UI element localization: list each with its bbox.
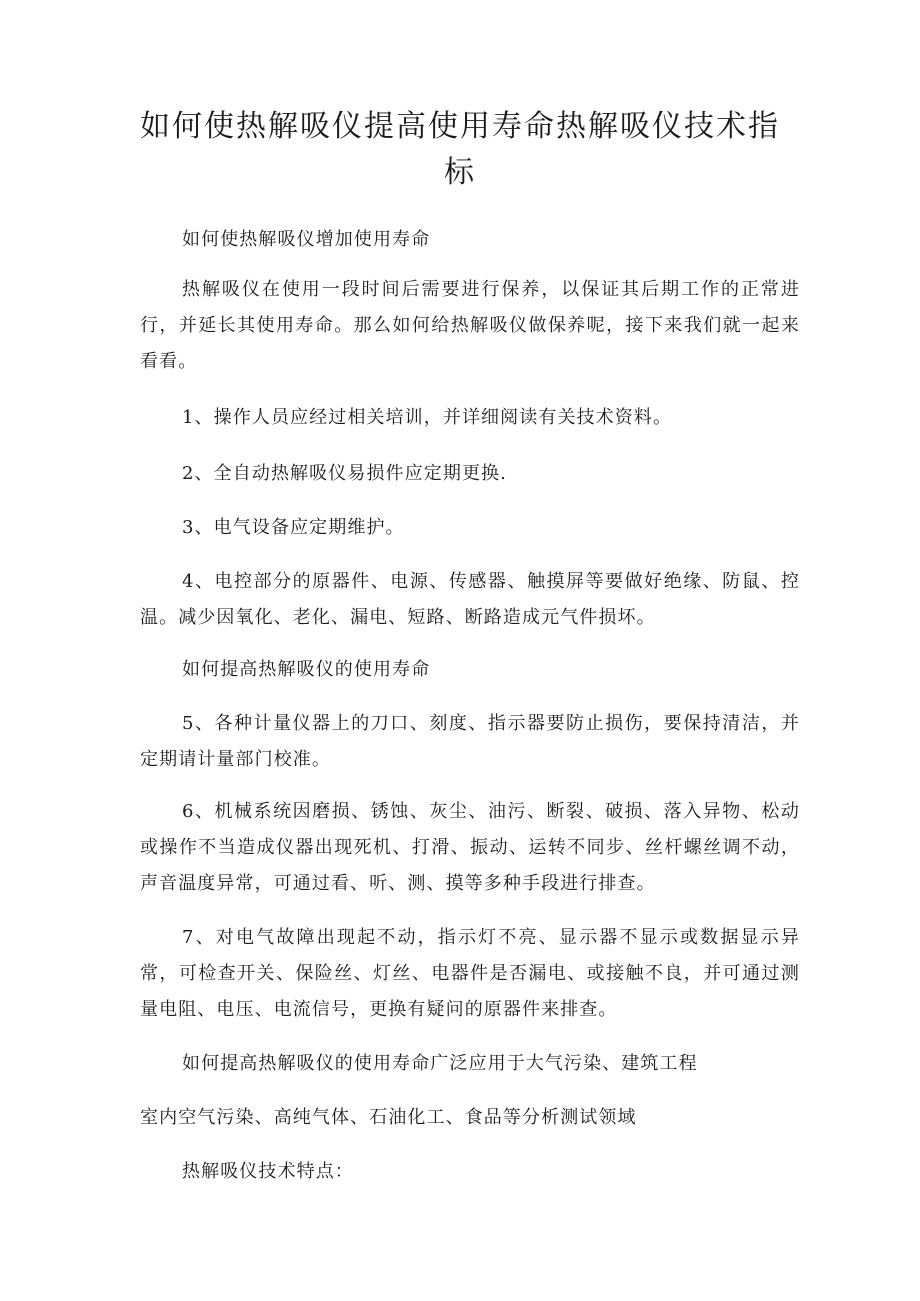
list-item-3: 3、电气设备应定期维护。 <box>182 517 405 538</box>
list-item-7: 7、对电气故障出现起不动，指示灯不亮、显示器不显示或数据显示异常，可检查开关、保险丝、灯丝、电器件是否漏电、或接触不良，并可通过测量电阻、电压、电流信号，更换有疑问的原器件来排查。 <box>140 927 800 1020</box>
applications-line-2: 室内空气污染、高纯气体、石油化工、食品等分析测试领域 <box>140 1107 637 1128</box>
list-item-5: 5、各种计量仪器上的刀口、刻度、指示器要防止损伤，要保持清洁，并定期请计量部门校准。 <box>140 713 800 770</box>
list-item-1: 1、操作人员应经过相关培训，并详细阅读有关技术资料。 <box>182 407 673 428</box>
document-title: 如何使热解吸仪提高使用寿命热解吸仪技术指标 <box>140 109 780 190</box>
list-item-4: 4、电控部分的原器件、电源、传感器、触摸屏等要做好绝缘、防鼠、控温。减少因氧化、老化、漏电、短路、断路造成元气件损坏。 <box>140 571 800 628</box>
section-heading-improve-lifespan: 如何提高热解吸仪的使用寿命 <box>182 659 431 680</box>
section-heading-features: 热解吸仪技术特点： <box>182 1161 354 1182</box>
applications-line-1: 如何提高热解吸仪的使用寿命广泛应用于大气污染、建筑工程 <box>182 1053 698 1074</box>
list-item-6: 6、机械系统因磨损、锈蚀、灰尘、油污、断裂、破损、落入异物、松动或操作不当造成仪器出现死机、打滑、振动、运转不同步、丝杆螺丝调不动，声音温度异常，可通过看、听、测、摸等多种手段进行排查。 <box>140 801 800 894</box>
list-item-2: 2、全自动热解吸仪易损件应定期更换. <box>182 463 507 484</box>
section-heading-increase-lifespan: 如何使热解吸仪增加使用寿命 <box>182 229 431 250</box>
intro-paragraph: 热解吸仪在使用一段时间后需要进行保养，以保证其后期工作的正常进行，并延长其使用寿命。那么如何给热解吸仪做保养呢，接下来我们就一起来看看。 <box>140 279 800 372</box>
